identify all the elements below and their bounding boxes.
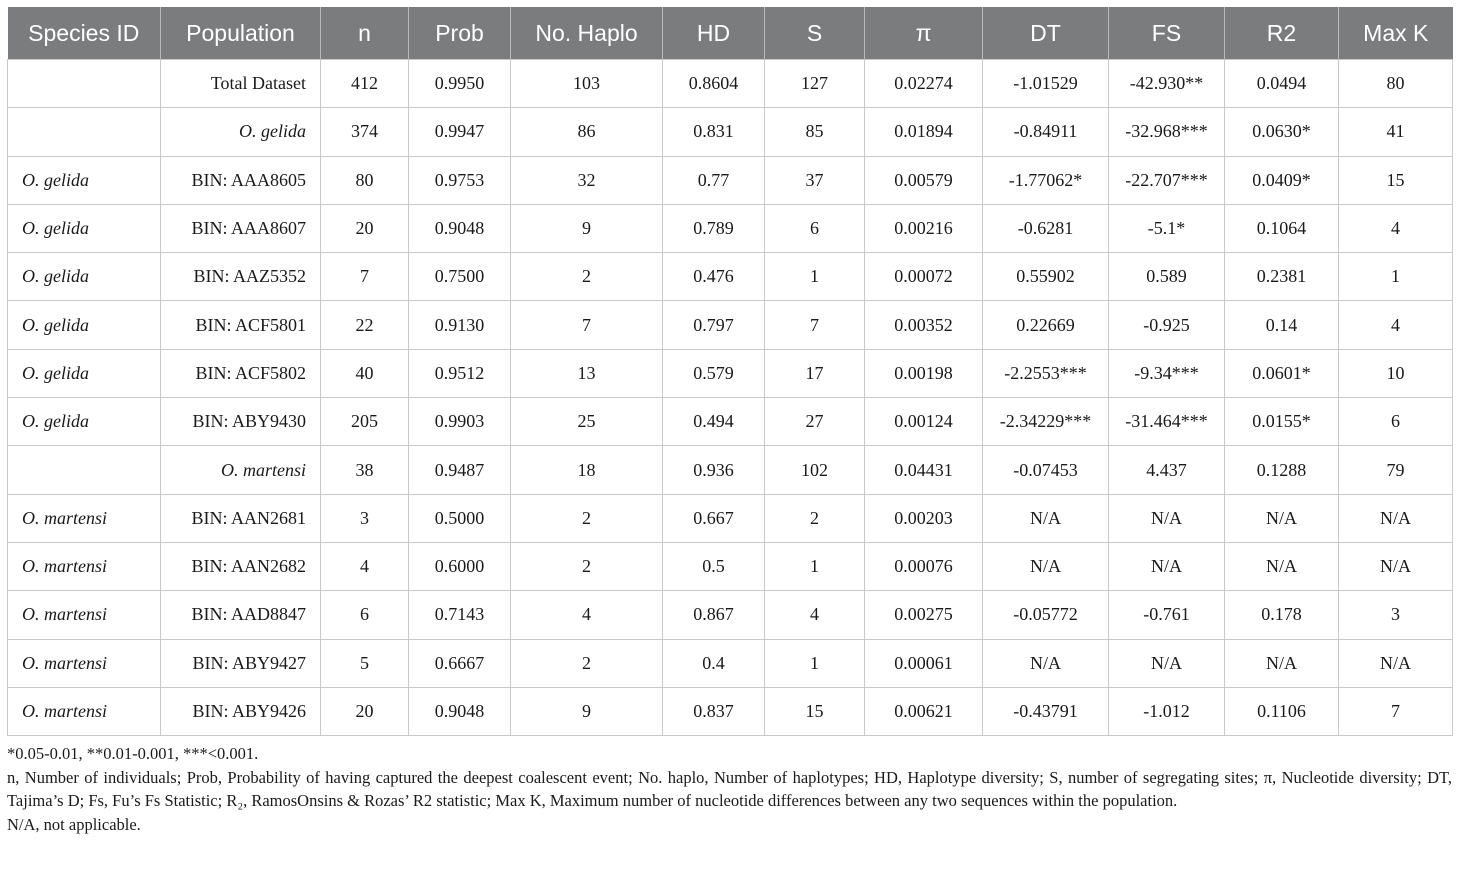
max-k-cell: 79 [1339,446,1453,494]
population-cell: Total Dataset [161,60,321,108]
max-k-cell: 7 [1339,687,1453,735]
dt-cell: -0.43791 [983,687,1109,735]
header-species-id: Species ID [8,7,161,60]
population-statistics-table [7,7,1453,736]
header-pi: π [865,7,983,60]
population-cell: BIN: AAN2681 [161,494,321,542]
fs-cell: -31.464*** [1109,398,1225,446]
fs-cell: N/A [1109,639,1225,687]
prob-cell: 0.9130 [409,301,511,349]
dt-cell: -0.6281 [983,204,1109,252]
max-k-cell: N/A [1339,542,1453,590]
hd-cell: 0.77 [663,156,765,204]
pi-cell: 0.00621 [865,687,983,735]
n-cell: 40 [321,349,409,397]
table-row [8,494,1453,542]
hd-cell: 0.4 [663,639,765,687]
hd-cell: 0.667 [663,494,765,542]
pi-cell: 0.04431 [865,446,983,494]
n-cell: 20 [321,687,409,735]
dt-cell: -0.84911 [983,108,1109,156]
n-cell: 5 [321,639,409,687]
header-s: S [765,7,865,60]
r2-cell: 0.2381 [1225,253,1339,301]
hd-cell: 0.5 [663,542,765,590]
r2-cell: N/A [1225,494,1339,542]
haplo-cell: 4 [511,591,663,639]
table-row [8,639,1453,687]
fs-cell: -5.1* [1109,204,1225,252]
s-cell: 1 [765,542,865,590]
prob-cell: 0.6667 [409,639,511,687]
fs-cell: 4.437 [1109,446,1225,494]
dt-cell: N/A [983,542,1109,590]
fs-cell: -0.925 [1109,301,1225,349]
prob-cell: 0.9753 [409,156,511,204]
population-cell: BIN: ABY9427 [161,639,321,687]
n-cell: 412 [321,60,409,108]
haplo-cell: 18 [511,446,663,494]
prob-cell: 0.5000 [409,494,511,542]
pi-cell: 0.00061 [865,639,983,687]
header-dt: DT [983,7,1109,60]
fs-cell: -32.968*** [1109,108,1225,156]
pi-cell: 0.00124 [865,398,983,446]
n-cell: 3 [321,494,409,542]
pi-cell: 0.00216 [865,204,983,252]
haplo-cell: 9 [511,687,663,735]
r2-cell: N/A [1225,639,1339,687]
dt-cell: 0.22669 [983,301,1109,349]
table-row [8,108,1453,156]
haplo-cell: 2 [511,639,663,687]
species-cell: O. martensi [8,542,161,590]
table-row [8,349,1453,397]
table-row [8,591,1453,639]
hd-cell: 0.936 [663,446,765,494]
r2-cell: 0.0409* [1225,156,1339,204]
table-row [8,687,1453,735]
max-k-cell: 4 [1339,204,1453,252]
haplo-cell: 9 [511,204,663,252]
pi-cell: 0.00076 [865,542,983,590]
species-cell [8,60,161,108]
prob-cell: 0.7143 [409,591,511,639]
n-cell: 38 [321,446,409,494]
species-cell: O. gelida [8,253,161,301]
header-r2: R2 [1225,7,1339,60]
species-cell: O. gelida [8,349,161,397]
na-note: N/A, not applicable. [7,814,141,834]
r2-cell: 0.14 [1225,301,1339,349]
r2-cell: 0.178 [1225,591,1339,639]
species-cell: O. gelida [8,156,161,204]
population-cell: BIN: AAZ5352 [161,253,321,301]
r2-cell: 0.0601* [1225,349,1339,397]
header-population: Population [161,7,321,60]
max-k-cell: N/A [1339,639,1453,687]
population-cell: BIN: AAN2682 [161,542,321,590]
population-cell: BIN: ACF5802 [161,349,321,397]
dt-cell: 0.55902 [983,253,1109,301]
hd-cell: 0.831 [663,108,765,156]
hd-cell: 0.494 [663,398,765,446]
species-cell: O. martensi [8,591,161,639]
max-k-cell: 80 [1339,60,1453,108]
n-cell: 22 [321,301,409,349]
header-row [8,7,1453,60]
population-cell: O. martensi [161,446,321,494]
haplo-cell: 25 [511,398,663,446]
prob-cell: 0.7500 [409,253,511,301]
header-hd: HD [663,7,765,60]
s-cell: 1 [765,639,865,687]
header-n: n [321,7,409,60]
max-k-cell: 6 [1339,398,1453,446]
prob-cell: 0.9048 [409,204,511,252]
max-k-cell: 10 [1339,349,1453,397]
header-prob: Prob [409,7,511,60]
table-row [8,60,1453,108]
s-cell: 85 [765,108,865,156]
pi-cell: 0.00198 [865,349,983,397]
hd-cell: 0.476 [663,253,765,301]
max-k-cell: N/A [1339,494,1453,542]
r2-cell: N/A [1225,542,1339,590]
species-cell: O. martensi [8,494,161,542]
table-container [7,7,1452,836]
r2-cell: 0.0155* [1225,398,1339,446]
pi-cell: 0.00275 [865,591,983,639]
hd-cell: 0.797 [663,301,765,349]
haplo-cell: 2 [511,253,663,301]
species-cell: O. gelida [8,398,161,446]
prob-cell: 0.9947 [409,108,511,156]
n-cell: 80 [321,156,409,204]
prob-cell: 0.9950 [409,60,511,108]
max-k-cell: 1 [1339,253,1453,301]
species-cell: O. martensi [8,639,161,687]
n-cell: 374 [321,108,409,156]
max-k-cell: 3 [1339,591,1453,639]
table-row [8,156,1453,204]
table-row [8,542,1453,590]
haplo-cell: 86 [511,108,663,156]
r2-cell: 0.1064 [1225,204,1339,252]
hd-cell: 0.867 [663,591,765,639]
s-cell: 37 [765,156,865,204]
n-cell: 4 [321,542,409,590]
r2-cell: 0.1106 [1225,687,1339,735]
header-no-haplo: No. Haplo [511,7,663,60]
dt-cell: -0.07453 [983,446,1109,494]
fs-cell: 0.589 [1109,253,1225,301]
prob-cell: 0.9048 [409,687,511,735]
n-cell: 6 [321,591,409,639]
prob-cell: 0.9903 [409,398,511,446]
s-cell: 4 [765,591,865,639]
table-row [8,446,1453,494]
pi-cell: 0.00203 [865,494,983,542]
species-cell: O. gelida [8,204,161,252]
prob-cell: 0.9512 [409,349,511,397]
species-cell: O. gelida [8,301,161,349]
population-cell: BIN: AAA8605 [161,156,321,204]
fs-cell: -0.761 [1109,591,1225,639]
dt-cell: -0.05772 [983,591,1109,639]
table-row [8,398,1453,446]
r2-cell: 0.0494 [1225,60,1339,108]
s-cell: 7 [765,301,865,349]
table-row [8,204,1453,252]
prob-cell: 0.6000 [409,542,511,590]
s-cell: 1 [765,253,865,301]
species-cell: O. martensi [8,687,161,735]
s-cell: 27 [765,398,865,446]
hd-cell: 0.8604 [663,60,765,108]
fs-cell: N/A [1109,494,1225,542]
n-cell: 20 [321,204,409,252]
fs-cell: -22.707*** [1109,156,1225,204]
haplo-cell: 7 [511,301,663,349]
table-row [8,253,1453,301]
pi-cell: 0.02274 [865,60,983,108]
pi-cell: 0.00072 [865,253,983,301]
fs-cell: -1.012 [1109,687,1225,735]
abbreviations-note: n, Number of individuals; Prob, Probability of having captured the deepest coalescent event; No. haplo, Number of haplotypes; HD, Haplotype diversity; S, number of segregating sites; π, Nucleotide diversity; DT, Tajima’s D; Fs, Fu’s Fs Statistic; R₂, RamosOnsins & Rozas’ R2 statistic; Max K, Maximum number of nucleotide differences between any two sequences within the population. [7,767,1452,811]
dt-cell: -1.77062* [983,156,1109,204]
haplo-cell: 13 [511,349,663,397]
s-cell: 17 [765,349,865,397]
haplo-cell: 32 [511,156,663,204]
significance-note: *0.05-0.01, **0.01-0.001, ***<0.001. [7,744,259,764]
table-footnotes [7,742,1452,836]
dt-cell: -1.01529 [983,60,1109,108]
haplo-cell: 2 [511,494,663,542]
s-cell: 127 [765,60,865,108]
population-cell: O. gelida [161,108,321,156]
hd-cell: 0.789 [663,204,765,252]
fs-cell: -42.930** [1109,60,1225,108]
r2-cell: 0.0630* [1225,108,1339,156]
pi-cell: 0.00579 [865,156,983,204]
max-k-cell: 41 [1339,108,1453,156]
pi-cell: 0.01894 [865,108,983,156]
pi-cell: 0.00352 [865,301,983,349]
table-row [8,301,1453,349]
max-k-cell: 4 [1339,301,1453,349]
r2-cell: 0.1288 [1225,446,1339,494]
population-cell: BIN: AAA8607 [161,204,321,252]
dt-cell: N/A [983,494,1109,542]
s-cell: 15 [765,687,865,735]
hd-cell: 0.579 [663,349,765,397]
population-cell: BIN: ACF5801 [161,301,321,349]
table-body [8,60,1453,736]
max-k-cell: 15 [1339,156,1453,204]
dt-cell: -2.34229*** [983,398,1109,446]
s-cell: 2 [765,494,865,542]
population-cell: BIN: ABY9430 [161,398,321,446]
species-cell [8,446,161,494]
population-cell: BIN: ABY9426 [161,687,321,735]
s-cell: 102 [765,446,865,494]
n-cell: 7 [321,253,409,301]
prob-cell: 0.9487 [409,446,511,494]
haplo-cell: 103 [511,60,663,108]
population-cell: BIN: AAD8847 [161,591,321,639]
dt-cell: N/A [983,639,1109,687]
n-cell: 205 [321,398,409,446]
header-fs: FS [1109,7,1225,60]
fs-cell: -9.34*** [1109,349,1225,397]
haplo-cell: 2 [511,542,663,590]
hd-cell: 0.837 [663,687,765,735]
dt-cell: -2.2553*** [983,349,1109,397]
s-cell: 6 [765,204,865,252]
fs-cell: N/A [1109,542,1225,590]
species-cell [8,108,161,156]
header-max-k: Max K [1339,7,1453,60]
